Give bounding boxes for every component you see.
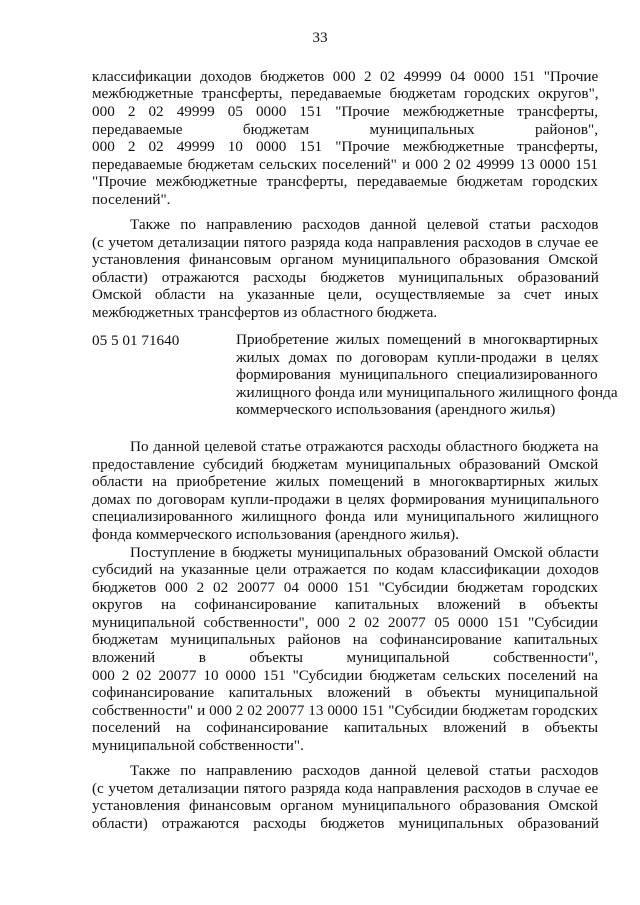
text-line: По данной целевой статье отражаются расходы областного бюджета на (130, 438, 599, 455)
target-article-code: 05 5 01 71640 (92, 332, 180, 349)
text-line: формирования муниципального специализированного (236, 366, 598, 383)
text-line: межбюджетных трансфертов из областного бюджета. (92, 304, 438, 321)
text-line: домах по договорам купли-продажи в целях формирования муниципального (92, 491, 600, 508)
text-line: бюджетам муниципальных районов на софинансирование капитальных (92, 631, 598, 648)
text-line: софинансирование капитальных вложений в объекты муниципальной (92, 684, 599, 701)
text-line: (с учетом детализации пятого разряда кода направления расходов в случае ее (92, 234, 599, 251)
text-line: установления финансовым органом муниципального образования Омской (92, 251, 598, 268)
text-line: субсидий на указанные цели отражается по кодам классификации доходов (92, 561, 599, 578)
text-line: Приобретение жилых помещений в многоквартирных (236, 331, 599, 348)
text-line: передаваемые бюджетам сельских поселений" и 000 2 02 49999 13 0000 151 (92, 156, 598, 173)
text-line: округов на софинансирование капитальных вложений в объекты (92, 596, 599, 613)
text-line: муниципальной собственности", 000 2 02 20077 05 0000 151 "Субсидии (92, 614, 598, 631)
text-line: вложений в объекты муниципальной собственности", (92, 649, 599, 666)
text-line: жилых домах по договорам купли-продажи в целях (236, 349, 599, 366)
text-line: области на приобретение жилых помещений в многоквартирных жилых (92, 473, 599, 490)
text-line: специализированного жилищного фонда или муниципального жилищного (92, 508, 599, 525)
text-line: Омской области на указанные цели, осуществляемые за счет иных (92, 286, 599, 303)
text-line: установления финансовым органом муниципального образования Омской (92, 797, 598, 814)
text-line: Также по направлению расходов данной целевой статьи расходов (130, 216, 599, 233)
text-line: (с учетом детализации пятого разряда кода направления расходов в случае ее (92, 780, 599, 797)
text-line: бюджетов 000 2 02 20077 04 0000 151 "Субсидии бюджетам городских (92, 579, 598, 596)
text-line: 000 2 02 49999 05 0000 151 "Прочие межбюджетные трансферты, (92, 103, 598, 120)
text-line: собственности" и 000 2 02 20077 13 0000 151 "Субсидии бюджетам городских (92, 702, 598, 719)
text-line: 000 2 02 49999 10 0000 151 "Прочие межбюджетные трансферты, (92, 138, 598, 155)
text-line: Также по направлению расходов данной целевой статьи расходов (130, 762, 599, 779)
text-line: жилищного фонда или муниципального жилищного фонда (236, 384, 618, 401)
text-line: предоставление субсидий бюджетам муниципальных образований Омской (92, 456, 599, 473)
text-line: классификации доходов бюджетов 000 2 02 49999 04 0000 151 "Прочие (92, 68, 599, 85)
text-line: поселений". (92, 191, 171, 208)
text-line: межбюджетные трансферты, передаваемые бюджетам городских округов", (92, 85, 599, 102)
text-line: Поступление в бюджеты муниципальных образований Омской области (130, 544, 599, 561)
text-line: коммерческого использования (арендного жилья) (236, 401, 556, 418)
text-line: области) отражаются расходы бюджетов муниципальных образований (92, 815, 599, 832)
text-line: передаваемые бюджетам муниципальных районов", (92, 121, 598, 138)
text-line: области) отражаются расходы бюджетов муниципальных образований (92, 269, 599, 286)
text-line: фонда коммерческого использования (арендного жилья). (92, 526, 459, 543)
text-line: 000 2 02 20077 10 0000 151 "Субсидии бюджетам сельских поселений на (92, 667, 598, 684)
text-line: поселений на софинансирование капитальных вложений в объекты (92, 719, 599, 736)
page-number: 33 (312, 29, 328, 46)
text-line: муниципальной собственности". (92, 737, 304, 754)
text-line: "Прочие межбюджетные трансферты, передаваемые бюджетам городских (92, 173, 598, 190)
